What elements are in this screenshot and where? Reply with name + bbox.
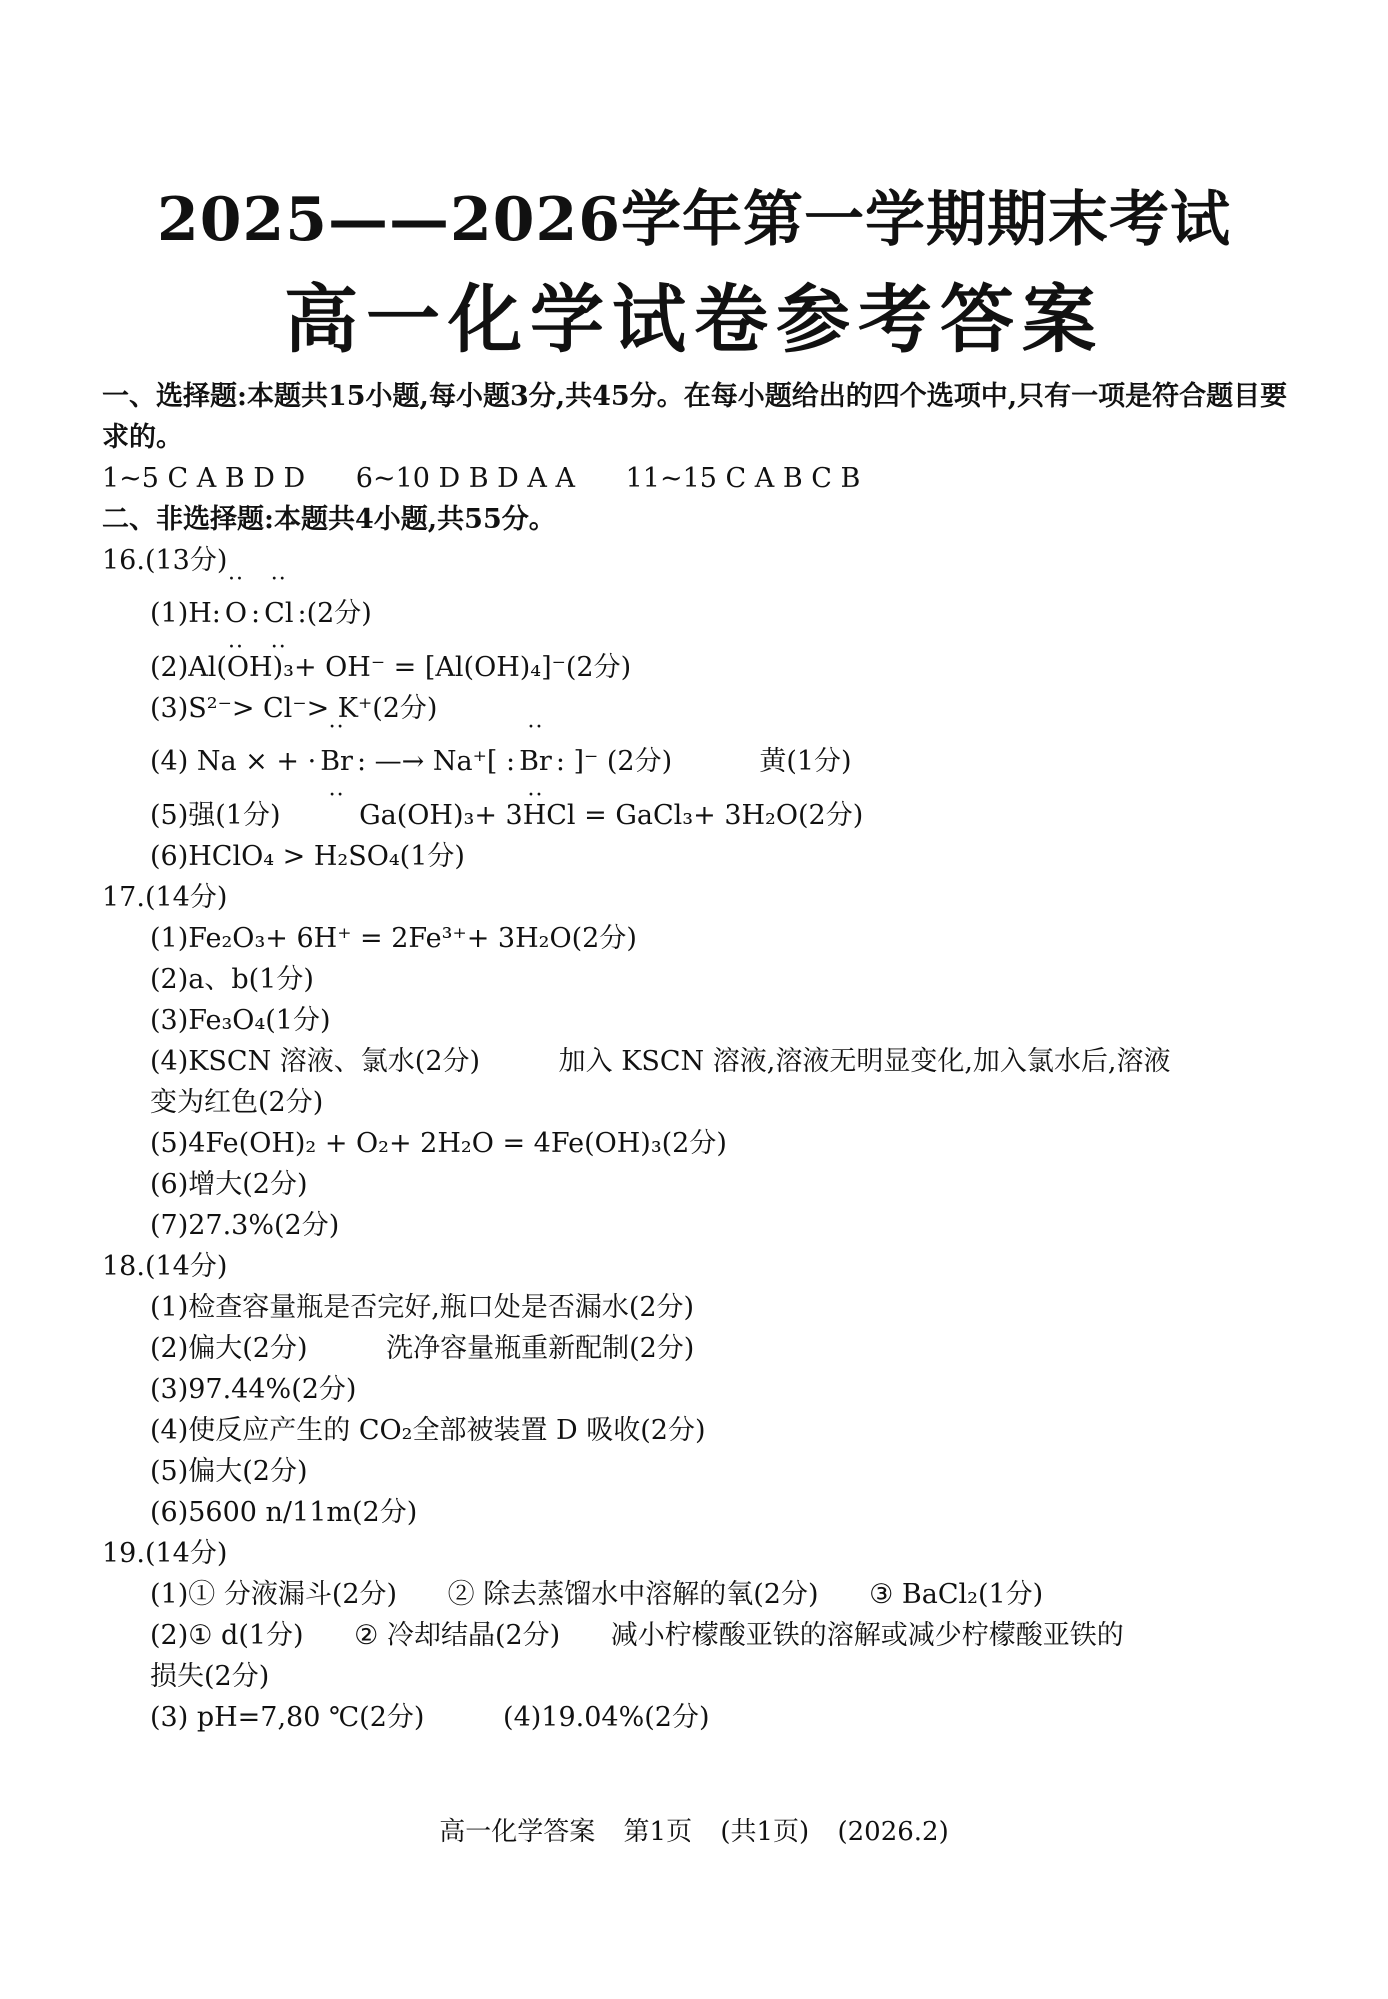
q17-a4-part2: 加入 KSCN 溶液,溶液无明显变化,加入氯水后,溶液	[558, 1046, 1171, 1077]
q18-answer-1: (1)检查容量瓶是否完好,瓶口处是否漏水(2分)	[150, 1292, 695, 1323]
footer-total-pages: (共1页)	[720, 1817, 810, 1847]
answers-1-5: 1~5 C A B D D	[102, 463, 306, 494]
q19-answer-2-cont: 损失(2分)	[150, 1661, 270, 1692]
q16-label: 16.(13分)	[102, 545, 228, 576]
q16-answer-3: (3)S²⁻> Cl⁻> K⁺(2分)	[150, 693, 438, 724]
footer-page-number: 第1页	[623, 1817, 693, 1847]
q18-a2-part2: 洗净容量瓶重新配制(2分)	[386, 1333, 695, 1364]
q19-answer-2	[102, 1615, 1292, 1656]
part1-answers	[102, 458, 1292, 499]
electron-dot-oxygen: ·· O ··	[221, 581, 251, 647]
q17-answer-7: (7)27.3%(2分)	[150, 1210, 340, 1241]
q18-answer-5: (5)偏大(2分)	[150, 1456, 308, 1487]
q16-answer-4: (4) Na × + ··· Br ·· : —→ Na⁺[ :·· Br ·· : ]⁻ (2分) 黄(1分)	[102, 729, 1292, 795]
q19-a4: (4)19.04%(2分)	[503, 1702, 710, 1733]
q17-answer-3: (3)Fe₃O₄(1分)	[150, 1005, 331, 1036]
q17-answer-4	[102, 1041, 1292, 1082]
q19-a2-part1: (2)① d(1分)	[150, 1620, 304, 1651]
q17-a4-part1: (4)KSCN 溶液、氯水(2分)	[150, 1046, 481, 1077]
exam-title: 2025——2026学年第一学期期末考试	[157, 185, 1231, 255]
q16-answer-6: (6)HClO₄ > H₂SO₄(1分)	[150, 841, 465, 872]
q19-a1-part1: (1)① 分液漏斗(2分)	[150, 1579, 398, 1610]
q19-a1-part2: ② 除去蒸馏水中溶解的氧(2分)	[447, 1579, 819, 1610]
q19-a2-part2: ② 冷却结晶(2分)	[354, 1620, 561, 1651]
q16-answer-1: (1)H:·· O ·· :·· Cl ·· :(2分)	[102, 581, 1292, 647]
electron-dot-bromide: ·· Br ··	[515, 729, 556, 795]
q16-a4-color: 黄(1分)	[759, 746, 852, 777]
answers-11-15: 11~15 C A B C B	[625, 463, 861, 494]
answers-6-10: 6~10 D B D A A	[355, 463, 575, 494]
q16-answer-5	[102, 795, 1292, 836]
q17-answer-5: (5)4Fe(OH)₂ + O₂+ 2H₂O = 4Fe(OH)₃(2分)	[150, 1128, 727, 1159]
q18-a2-part1: (2)偏大(2分)	[150, 1333, 308, 1364]
q18-answer-4: (4)使反应产生的 CO₂全部被装置 D 吸收(2分)	[150, 1415, 706, 1446]
sodium-symbol: Na	[196, 746, 237, 777]
q18-answer-6: (6)5600 n/11m(2分)	[150, 1497, 418, 1528]
electron-dot-bromine: ·· Br ··	[316, 729, 357, 795]
q16-a5-part2: Ga(OH)₃+ 3HCl = GaCl₃+ 3H₂O(2分)	[359, 800, 864, 831]
q17-label: 17.(14分)	[102, 882, 228, 913]
document-title: 高一化学试卷参考答案	[284, 277, 1104, 363]
electron-dot-chlorine: ·· Cl ··	[260, 581, 297, 647]
q19-answer-3-4	[102, 1697, 1292, 1738]
q18-label: 18.(14分)	[102, 1251, 228, 1282]
q18-answer-2	[102, 1328, 1292, 1369]
q16-a1-prefix: (1)H	[150, 598, 212, 629]
plus-sign: × +	[245, 746, 300, 777]
footer-date: (2026.2)	[837, 1817, 949, 1847]
footer-subject: 高一化学答案	[439, 1817, 596, 1847]
q16-answer-2: (2)Al(OH)₃+ OH⁻ = [Al(OH)₄]⁻(2分)	[150, 652, 632, 683]
answer-content	[102, 376, 1292, 1738]
q19-label: 19.(14分)	[102, 1538, 228, 1569]
q17-answer-2: (2)a、b(1分)	[150, 964, 314, 995]
part2-heading: 二、非选择题:本题共4小题,共55分。	[102, 504, 556, 535]
q16-a4-prefix: (4)	[150, 746, 189, 777]
q17-answer-4-cont: 变为红色(2分)	[150, 1087, 324, 1118]
q19-a3: (3) pH=7,80 ℃(2分)	[150, 1702, 425, 1733]
page-footer	[0, 1812, 1388, 1852]
q17-answer-1: (1)Fe₂O₃+ 6H⁺ = 2Fe³⁺+ 3H₂O(2分)	[150, 923, 637, 954]
part1-heading: 一、选择题:本题共15小题,每小题3分,共45分。在每小题给出的四个选项中,只有一项是符合题目要求的。	[102, 381, 1288, 453]
sodium-ion: Na⁺	[432, 746, 487, 777]
q16-a1-score: (2分)	[306, 598, 372, 629]
q18-answer-3: (3)97.44%(2分)	[150, 1374, 357, 1405]
q16-a4-score: (2分)	[606, 746, 673, 777]
q19-answer-1	[102, 1574, 1292, 1615]
q16-a5-part1: (5)强(1分)	[150, 800, 281, 831]
q19-a2-part3: 减小柠檬酸亚铁的溶解或减少柠檬酸亚铁的	[610, 1620, 1124, 1651]
q17-answer-6: (6)增大(2分)	[150, 1169, 308, 1200]
reaction-arrow: —→	[374, 746, 425, 777]
q19-a1-part3: ③ BaCl₂(1分)	[869, 1579, 1044, 1610]
